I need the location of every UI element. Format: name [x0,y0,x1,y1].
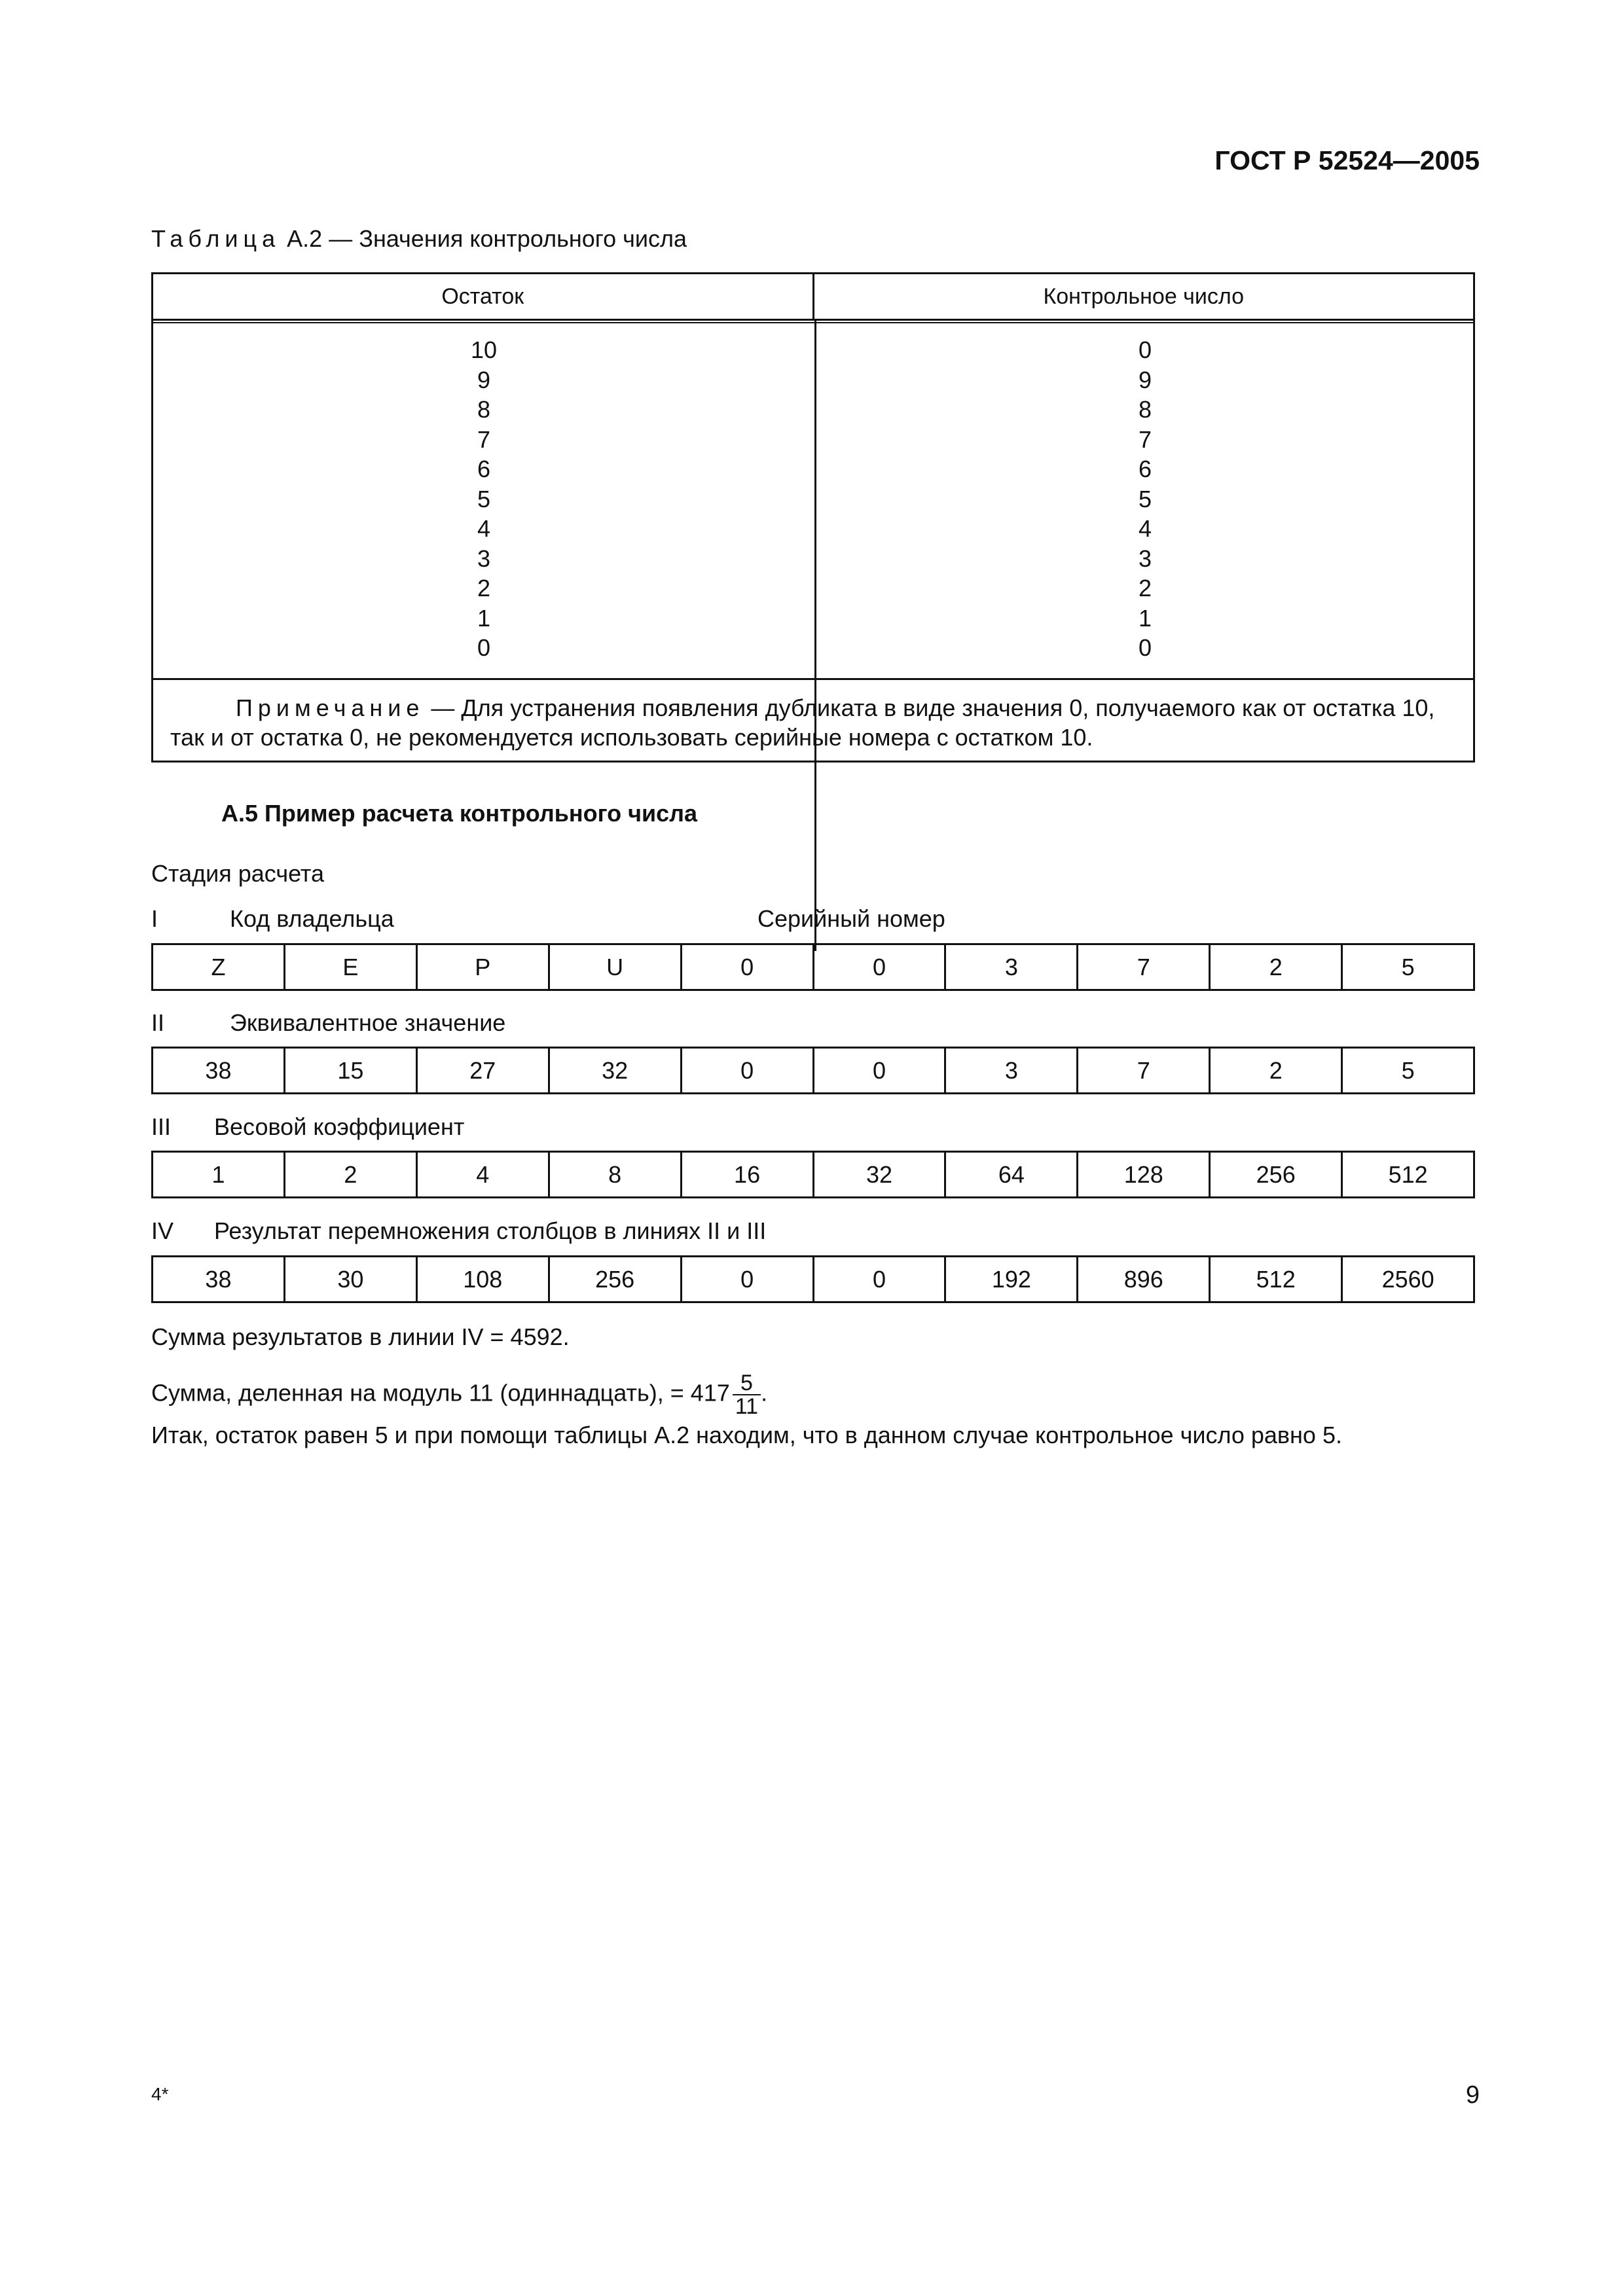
table-cell: E [283,945,416,989]
column-header-remainder: Остаток [441,283,524,309]
table-caption [151,225,687,253]
table-cell: 7 [1076,1049,1209,1092]
check-number-value: 0 [1138,634,1152,661]
line-numeral-4: IV [151,1217,174,1244]
table-cell: 256 [548,1257,680,1301]
note-text: — Для устранения появления дубликата в виде значения 0, получаемого как от остатка 10, так и от остатка 0, не рекомендуется использовать серийные номера с остатком 10. [170,694,1435,751]
conclusion-text: Итак, остаток равен 5 и при помощи таблицы А.2 находим, что в данном случае контрольное число равно 5. [151,1422,1342,1448]
table-cell: 32 [812,1153,945,1196]
check-number-value: 8 [1138,396,1152,423]
table-caption-text: А.2 — Значения контрольного числа [280,225,687,252]
line-numeral-1: I [151,905,158,932]
line3-row [151,1151,1475,1198]
line2-row [151,1047,1475,1094]
check-number-value: 5 [1138,485,1152,512]
table-cell: 3 [944,1049,1076,1092]
division-line [151,1372,767,1418]
table-cell: 16 [680,1153,812,1196]
table-cell: 64 [944,1153,1076,1196]
column-header-check-number: Контрольное число [812,274,1474,319]
check-number-values [814,335,1476,663]
check-number-value: 7 [1138,425,1152,453]
page-number: 9 [1465,2081,1480,2109]
table-cell: 5 [1341,945,1473,989]
footer-mark: 4* [151,2084,169,2104]
table-cell: 30 [283,1257,416,1301]
check-number-value: 6 [1138,456,1152,482]
table-cell: 0 [812,1257,945,1301]
section-title: А.5 Пример расчета контрольного числа [221,800,698,827]
remainder-value: 5 [477,485,491,512]
remainder-values [153,335,814,663]
table-cell: 4 [416,1153,548,1196]
table-cell: 2 [1209,945,1341,989]
table-cell: Z [211,953,226,980]
division-end: . [761,1379,768,1407]
remainder-value: 0 [477,634,491,661]
remainder-value: 4 [477,515,491,542]
table-cell: 0 [680,1049,812,1092]
remainder-value: 3 [477,545,491,572]
table-cell: 7 [1076,945,1209,989]
table-cell: U [548,945,680,989]
table-cell: 5 [1341,1049,1473,1092]
table-note [153,678,1473,763]
table-cell: 0 [680,1257,812,1301]
check-number-value: 4 [1138,515,1152,542]
table-cell: 128 [1076,1153,1209,1196]
table-cell: 38 [205,1056,232,1084]
table-cell: 512 [1209,1257,1341,1301]
remainder-value: 2 [477,575,491,601]
table-a2-header [153,274,1473,321]
table-cell: 0 [812,1049,945,1092]
line3-label: Весовой коэффициент [214,1113,465,1140]
table-cell: 0 [680,945,812,989]
table-a2 [151,272,1475,762]
line-numeral-3: III [151,1113,172,1140]
table-cell: 1 [211,1160,225,1188]
table-caption-label: Таблица [151,225,281,252]
check-number-value: 2 [1138,575,1152,601]
remainder-value: 9 [477,366,491,393]
table-cell: 32 [548,1049,680,1092]
remainder-value: 8 [477,396,491,423]
document-standard-number: ГОСТ Р 52524—2005 [1214,145,1480,175]
check-number-value: 9 [1138,366,1152,393]
table-cell: 108 [416,1257,548,1301]
check-number-value: 0 [1138,336,1152,363]
table-cell: 8 [548,1153,680,1196]
line1-label: Код владельца [230,905,394,932]
line1-label-serial: Серийный номер [757,905,945,932]
sum-text: Сумма результатов в линии IV = 4592. [151,1323,570,1350]
table-cell: 2 [1209,1049,1341,1092]
stage-label: Стадия расчета [151,860,325,887]
note-label: Примечание [236,694,425,721]
line4-row [151,1255,1475,1303]
check-number-value: 3 [1138,545,1152,572]
table-cell: 2560 [1341,1257,1473,1301]
table-cell: 15 [283,1049,416,1092]
check-number-value: 1 [1138,604,1152,632]
fraction-numerator: 5 [733,1372,761,1395]
remainder-value: 6 [477,456,491,482]
line1-row [151,943,1475,991]
table-cell: P [416,945,548,989]
table-cell: 2 [283,1153,416,1196]
table-cell: 512 [1341,1153,1473,1196]
remainder-value: 7 [477,425,491,453]
line-numeral-2: II [151,1009,165,1036]
table-cell: 38 [205,1265,232,1293]
remainder-value: 1 [477,604,491,632]
table-cell: 3 [944,945,1076,989]
fraction-denominator: 11 [735,1394,759,1419]
division-fraction [733,1372,761,1418]
table-cell: 896 [1076,1257,1209,1301]
header-double-rule [153,322,1473,323]
line4-label: Результат перемножения столбцов в линиях II и III [214,1217,767,1244]
line2-label: Эквивалентное значение [230,1009,506,1036]
table-cell: 192 [944,1257,1076,1301]
division-text: Сумма, деленная на модуль 11 (одиннадцать), = 417 [151,1379,730,1407]
table-cell: 27 [416,1049,548,1092]
remainder-value: 10 [470,336,498,363]
table-cell: 256 [1209,1153,1341,1196]
table-cell: 0 [812,945,945,989]
